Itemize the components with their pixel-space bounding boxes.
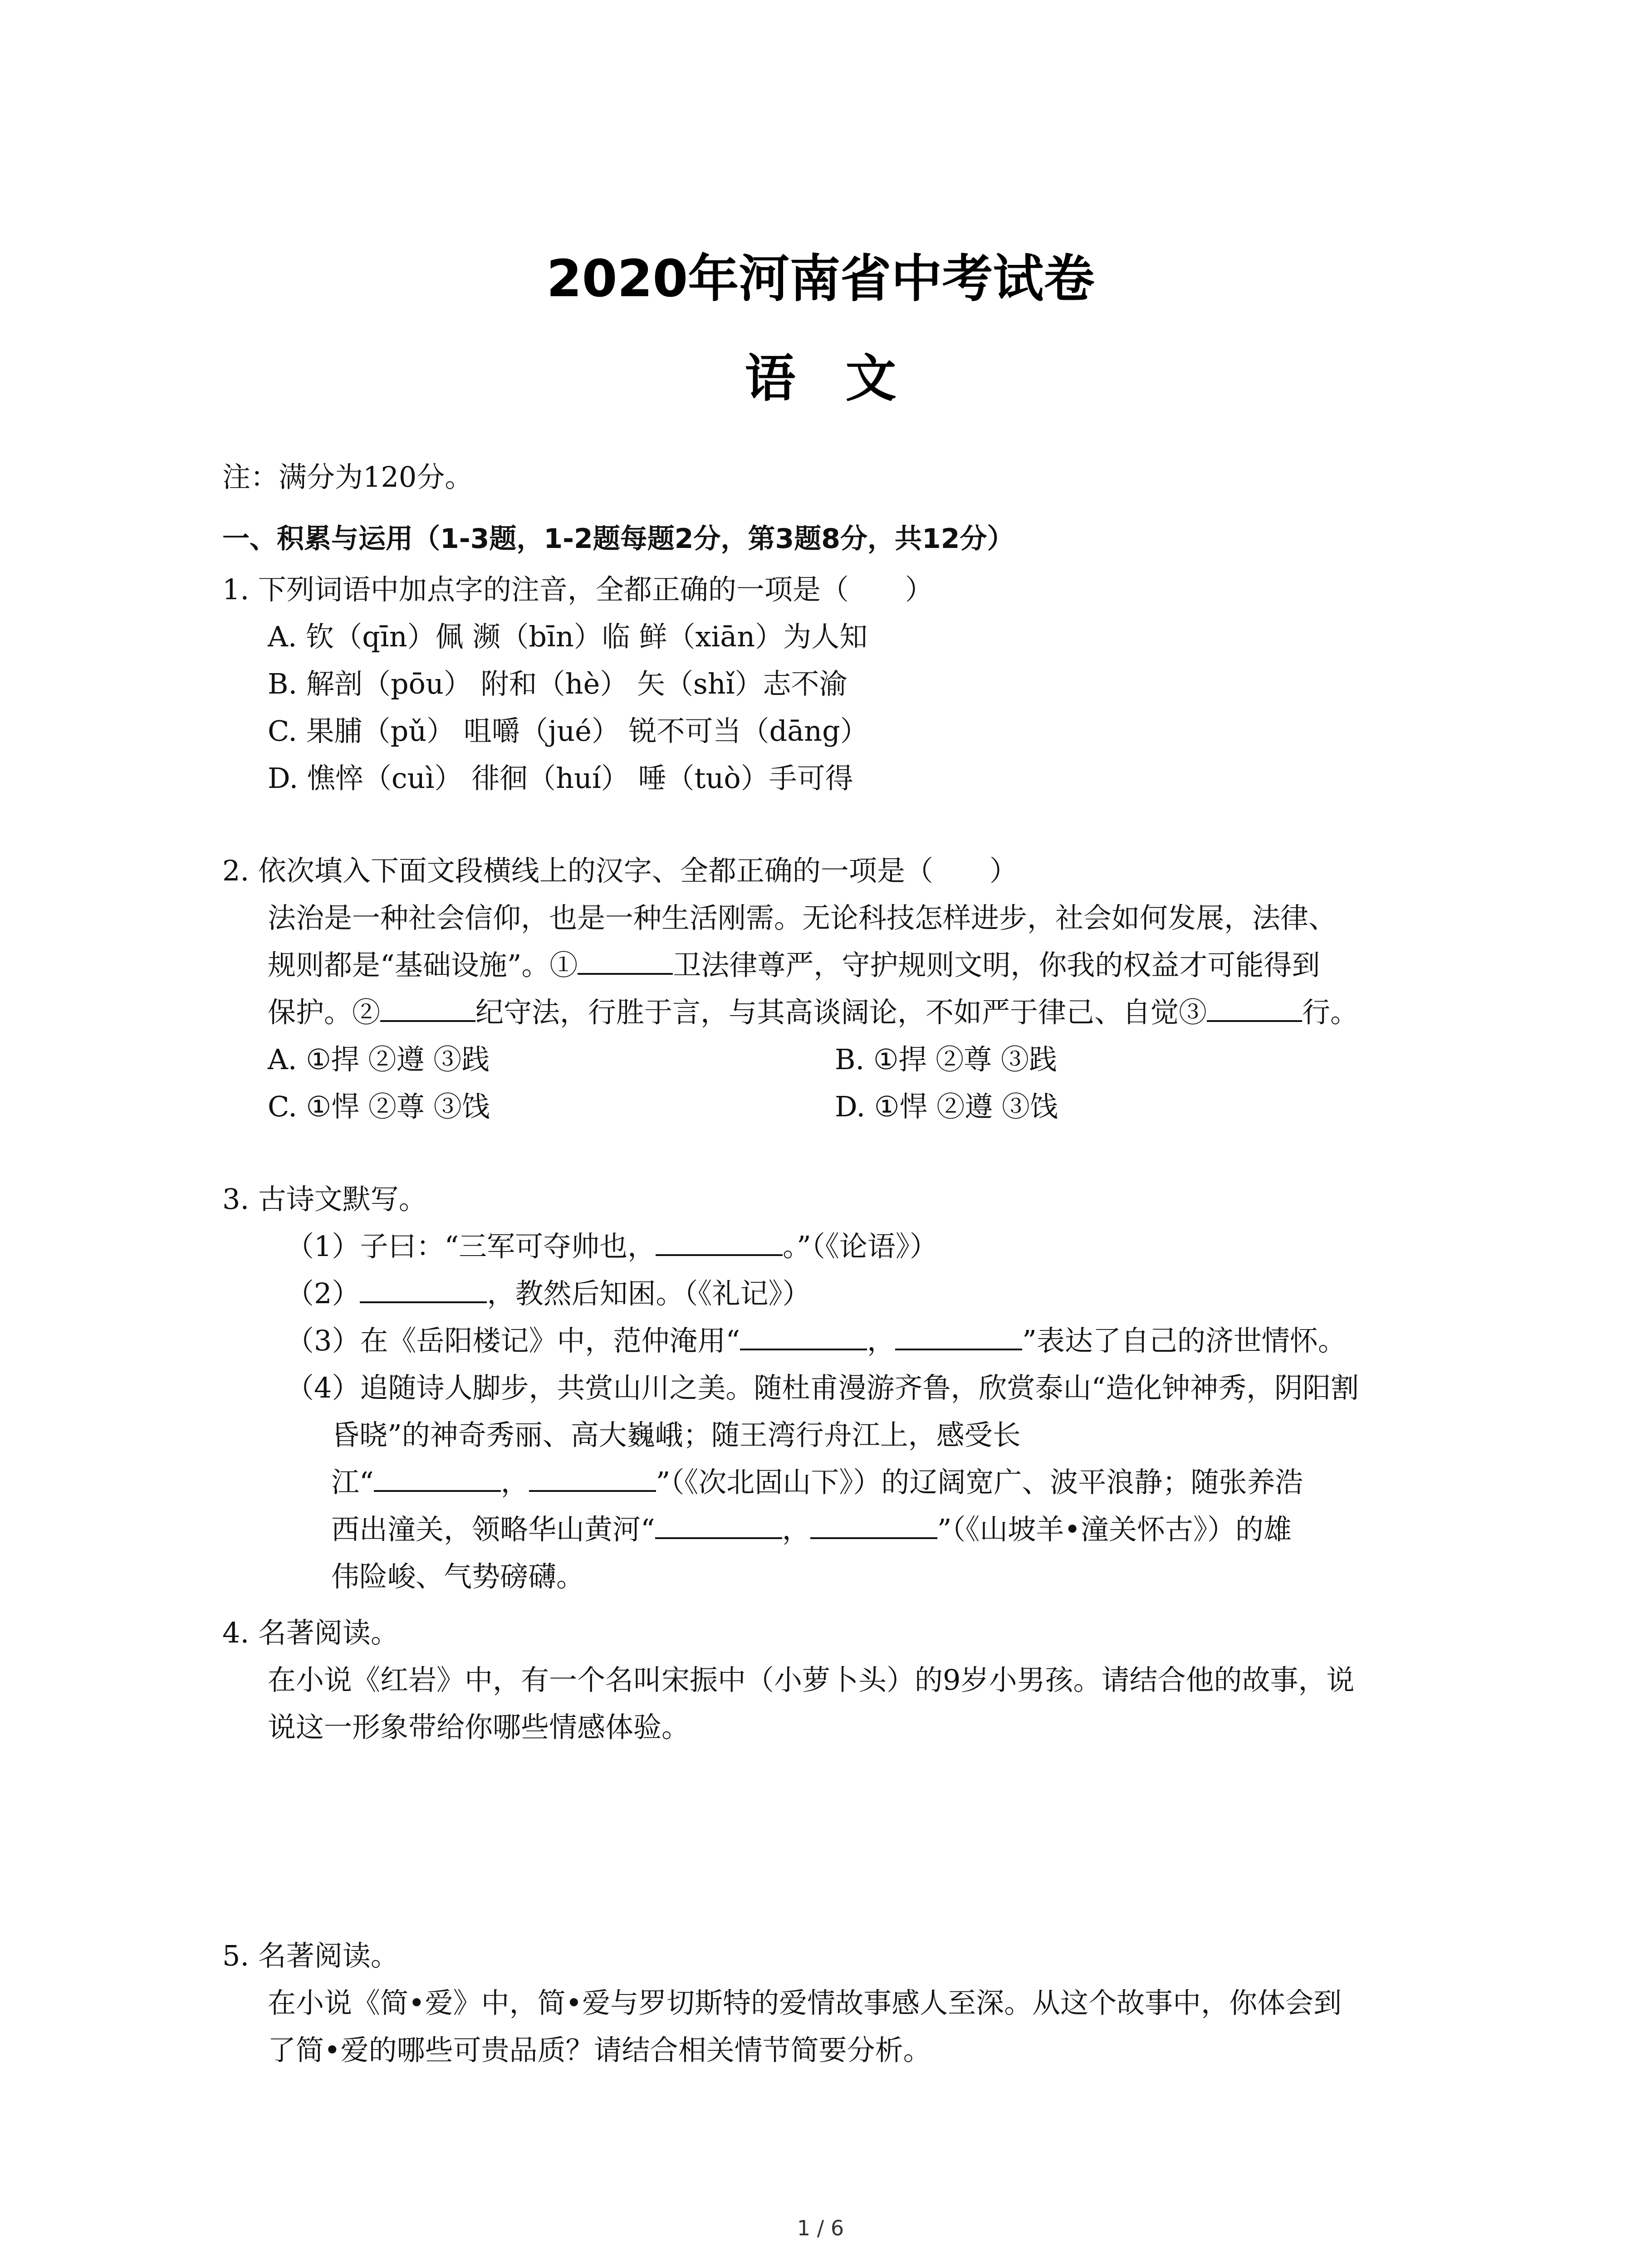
option-d: D. ①悍 ②遵 ③饯 bbox=[835, 1090, 1058, 1123]
answer-space[interactable] bbox=[222, 1751, 1456, 1932]
spacer bbox=[222, 802, 1456, 847]
item-text: 江“ bbox=[331, 1466, 374, 1499]
recitation-item-line bbox=[222, 1459, 1456, 1506]
question-3 bbox=[222, 1176, 1456, 1600]
question-text: 在小说《红岩》中，有一个名叫宋振中（小萝卜头）的9岁小男孩。请结合他的故事，说 bbox=[268, 1663, 1355, 1696]
recitation-item bbox=[222, 1270, 1456, 1317]
option-a: A. ①捍 ②遵 ③践 bbox=[268, 1043, 490, 1076]
question-1 bbox=[222, 566, 1456, 802]
fill-blank[interactable] bbox=[1207, 992, 1302, 1022]
option-d: D. 憔悴（cuì） 徘徊（huí） 唾（tuò）手可得 bbox=[268, 762, 853, 795]
option-b: B. ①捍 ②尊 ③践 bbox=[835, 1043, 1057, 1076]
question-stem: 1. 下列词语中加点字的注音，全都正确的一项是（ ） bbox=[222, 573, 933, 606]
item-text: （3）在《岳阳楼记》中，范仲淹用“ bbox=[286, 1324, 740, 1357]
passage-line bbox=[222, 989, 1456, 1036]
item-text: ”（《次北固山下》）的辽阔宽广、波平浪静；随张养浩 bbox=[656, 1466, 1303, 1499]
option-c: C. ①悍 ②尊 ③饯 bbox=[268, 1090, 490, 1123]
fill-blank[interactable] bbox=[655, 1509, 782, 1539]
question-text: 在小说《简•爱》中，简•爱与罗切斯特的爱情故事感人至深。从这个故事中，你体会到 bbox=[268, 1986, 1342, 2019]
fill-blank[interactable] bbox=[360, 1273, 487, 1303]
option-b: B. 解剖（pōu） 附和（hè） 矢（shǐ）志不渝 bbox=[268, 667, 847, 700]
passage-text: 规则都是“基础设施”。① bbox=[268, 948, 578, 982]
passage-text: 行。 bbox=[1302, 996, 1359, 1029]
fill-blank[interactable] bbox=[374, 1462, 501, 1492]
item-text: （2） bbox=[286, 1277, 360, 1310]
passage-text: 纪守法，行胜于言，与其高谈阔论，不如严于律己、自觉③ bbox=[475, 996, 1207, 1029]
fill-blank[interactable] bbox=[740, 1320, 867, 1350]
question-5 bbox=[222, 1932, 1456, 2074]
spacer bbox=[222, 1600, 1456, 1609]
recitation-item bbox=[222, 1223, 1456, 1270]
passage-line bbox=[222, 942, 1456, 989]
fill-blank[interactable] bbox=[529, 1462, 656, 1492]
question-text: 说这一形象带给你哪些情感体验。 bbox=[268, 1711, 690, 1744]
section-heading: 一、积累与运用（1-3题，1-2题每题2分，第3题8分，共12分） bbox=[222, 523, 1014, 555]
fill-blank[interactable] bbox=[895, 1320, 1022, 1350]
recitation-item-line bbox=[222, 1506, 1456, 1553]
question-stem: 5. 名著阅读。 bbox=[222, 1939, 399, 1972]
item-text: ， bbox=[500, 1466, 529, 1499]
question-4 bbox=[222, 1609, 1456, 1751]
exam-title: 2020年河南省中考试卷 bbox=[546, 249, 1095, 308]
item-text: ”（《山坡羊•潼关怀古》）的雄 bbox=[937, 1513, 1292, 1546]
item-text: ， bbox=[782, 1513, 810, 1546]
fill-blank[interactable] bbox=[810, 1509, 937, 1539]
passage-line: 法治是一种社会信仰，也是一种生活刚需。无论科技怎样进步，社会如何发展，法律、 bbox=[268, 901, 1337, 934]
item-text: 西出潼关，领略华山黄河“ bbox=[331, 1513, 655, 1546]
option-c: C. 果脯（pǔ） 咀嚼（jué） 锐不可当（dāng） bbox=[268, 714, 868, 748]
options-row bbox=[222, 1083, 1456, 1130]
question-text: 了简•爱的哪些可贵品质？请结合相关情节简要分析。 bbox=[268, 2033, 931, 2067]
question-stem: 4. 名著阅读。 bbox=[222, 1616, 399, 1649]
passage-text: 卫法律尊严，守护规则文明，你我的权益才可能得到 bbox=[673, 948, 1320, 982]
recitation-item: （4）追随诗人脚步，共赏山川之美。随杜甫漫游齐鲁，欣赏泰山“造化钟神秀，阴阳割 bbox=[286, 1371, 1359, 1404]
fill-blank[interactable] bbox=[578, 945, 673, 975]
passage-text: 保护。② bbox=[268, 996, 381, 1029]
fill-blank[interactable] bbox=[380, 992, 475, 1022]
options-row bbox=[222, 1036, 1456, 1083]
item-text: 。”（《论语》） bbox=[783, 1230, 938, 1263]
item-text: ，教然后知困。（《礼记》） bbox=[487, 1277, 811, 1310]
question-stem: 3. 古诗文默写。 bbox=[222, 1183, 427, 1216]
recitation-item-line: 伟险峻、气势磅礴。 bbox=[331, 1560, 585, 1593]
option-a: A. 钦（qīn）佩 濒（bīn）临 鲜（xiān）为人知 bbox=[268, 620, 868, 653]
item-text: ”表达了自己的济世情怀。 bbox=[1022, 1324, 1346, 1357]
recitation-item-line: 昏晓”的神奇秀丽、高大巍峨；随王湾行舟江上，感受长 bbox=[331, 1418, 1021, 1452]
item-text: （1）子曰：“三军可夺帅也， bbox=[286, 1230, 656, 1263]
question-2 bbox=[222, 847, 1456, 1130]
page-number: 1 / 6 bbox=[797, 2216, 844, 2240]
item-text: ， bbox=[867, 1324, 896, 1357]
subject-title: 语文 bbox=[745, 349, 946, 408]
question-stem: 2. 依次填入下面文段横线上的汉字、全都正确的一项是（ ） bbox=[222, 854, 1018, 887]
fill-blank[interactable] bbox=[656, 1226, 783, 1256]
recitation-item bbox=[222, 1317, 1456, 1364]
score-note: 注：满分为120分。 bbox=[222, 460, 473, 494]
spacer bbox=[222, 1130, 1456, 1176]
exam-content bbox=[222, 454, 1456, 2074]
